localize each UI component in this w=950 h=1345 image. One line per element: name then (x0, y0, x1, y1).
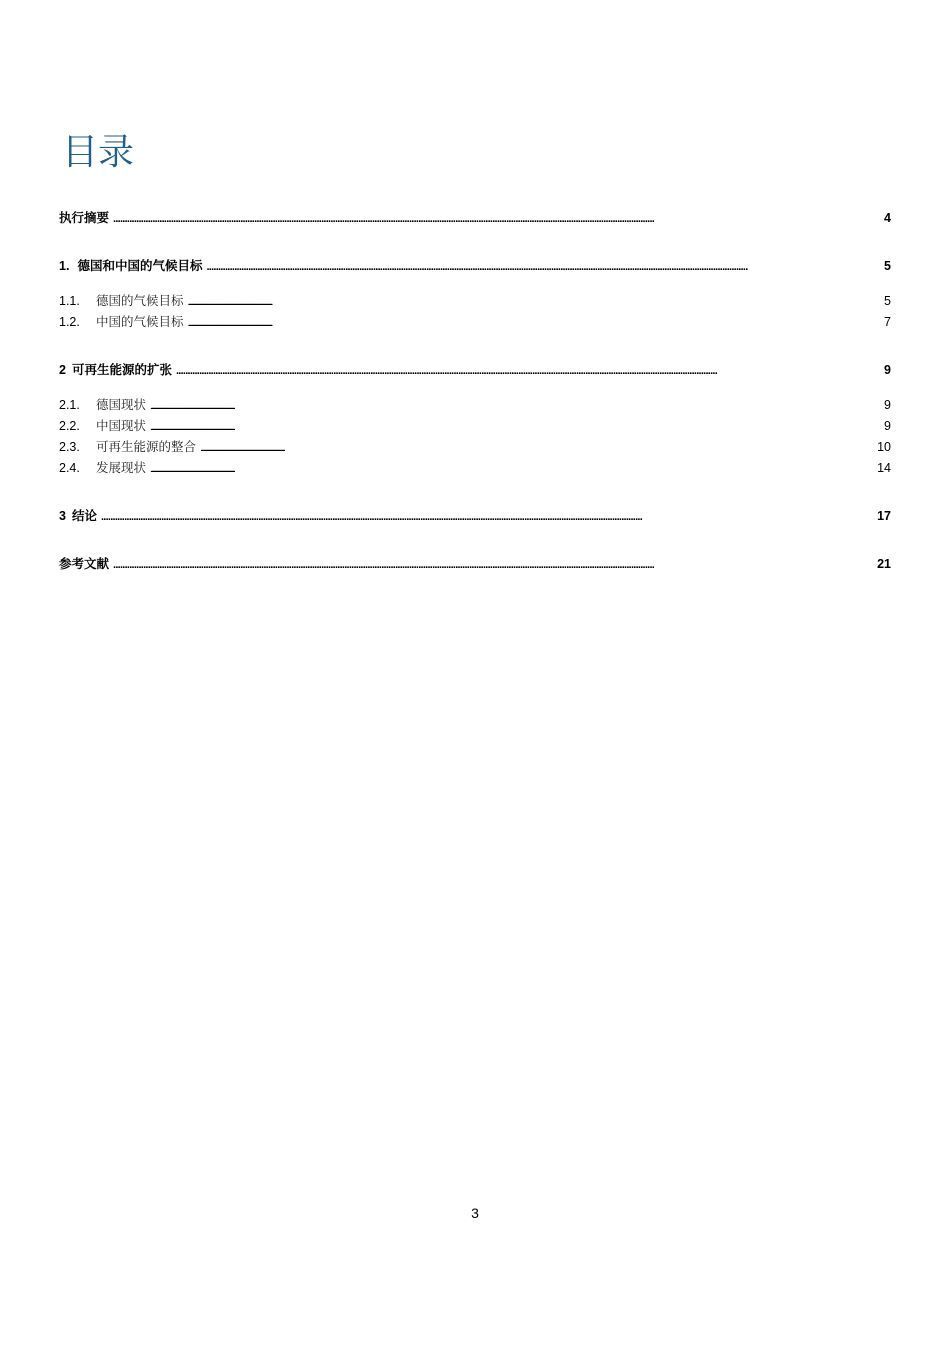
dot-leader (113, 555, 875, 575)
dot-leader (176, 361, 882, 381)
dot-leader (200, 438, 875, 458)
toc-entry-page: 10 (877, 440, 891, 454)
toc-entry-number: 3 (59, 509, 66, 523)
dot-leader (150, 396, 882, 416)
toc-entry-number: 2.2. (59, 419, 80, 433)
toc-entry-page: 4 (884, 211, 891, 225)
table-of-contents (59, 209, 891, 575)
toc-entry-2-2[interactable] (59, 416, 891, 437)
toc-entry-number: 2.3. (59, 440, 80, 454)
toc-entry-title: 结论 (71, 509, 97, 523)
toc-entry-title: 可再生能源的整合 (96, 439, 197, 454)
toc-entry-number: 1.1. (59, 294, 80, 308)
toc-entry-title: 中国现状 (96, 418, 147, 433)
toc-entry-page: 5 (884, 294, 891, 308)
toc-entry-page: 9 (884, 419, 891, 433)
toc-entry-executive-summary[interactable] (59, 209, 891, 229)
toc-entry-number: 1. (59, 259, 70, 273)
toc-entry-1-2[interactable] (59, 312, 891, 333)
toc-entry-section-1[interactable] (59, 257, 891, 277)
toc-entry-page: 5 (884, 259, 891, 273)
toc-entry-number: 2 (59, 363, 66, 377)
toc-entry-number: 2.1. (59, 398, 80, 412)
toc-entry-section-3[interactable] (59, 507, 891, 527)
toc-entry-2-4[interactable] (59, 458, 891, 479)
toc-entry-title: 中国的气候目标 (96, 314, 184, 329)
toc-entry-references[interactable] (59, 555, 891, 575)
dot-leader (150, 417, 882, 437)
page-title: 目录 (62, 132, 135, 173)
toc-entry-title: 参考文献 (59, 557, 110, 571)
toc-entry-number: 1.2. (59, 315, 80, 329)
dot-leader (101, 507, 875, 527)
toc-entry-page: 21 (877, 557, 891, 571)
dot-leader (113, 209, 882, 229)
toc-entry-title: 德国现状 (96, 397, 147, 412)
toc-entry-1-1[interactable] (59, 291, 891, 312)
dot-leader (188, 292, 883, 312)
toc-entry-page: 17 (877, 509, 891, 523)
toc-entry-page: 14 (877, 461, 891, 475)
toc-entry-title: 发展现状 (96, 460, 147, 475)
dot-leader (206, 257, 882, 277)
toc-entry-title: 德国和中国的气候目标 (77, 259, 203, 273)
dot-leader (150, 459, 875, 479)
toc-entry-2-1[interactable] (59, 395, 891, 416)
toc-entry-section-2[interactable] (59, 361, 891, 381)
page-number: 3 (471, 1205, 479, 1221)
toc-entry-page: 7 (884, 315, 891, 329)
dot-leader (188, 313, 883, 333)
toc-entry-2-3[interactable] (59, 437, 891, 458)
toc-entry-page: 9 (884, 363, 891, 377)
toc-entry-page: 9 (884, 398, 891, 412)
toc-entry-title: 可再生能源的扩张 (71, 363, 172, 377)
toc-entry-title: 执行摘要 (59, 211, 110, 225)
toc-entry-number: 2.4. (59, 461, 80, 475)
toc-entry-title: 德国的气候目标 (96, 293, 184, 308)
